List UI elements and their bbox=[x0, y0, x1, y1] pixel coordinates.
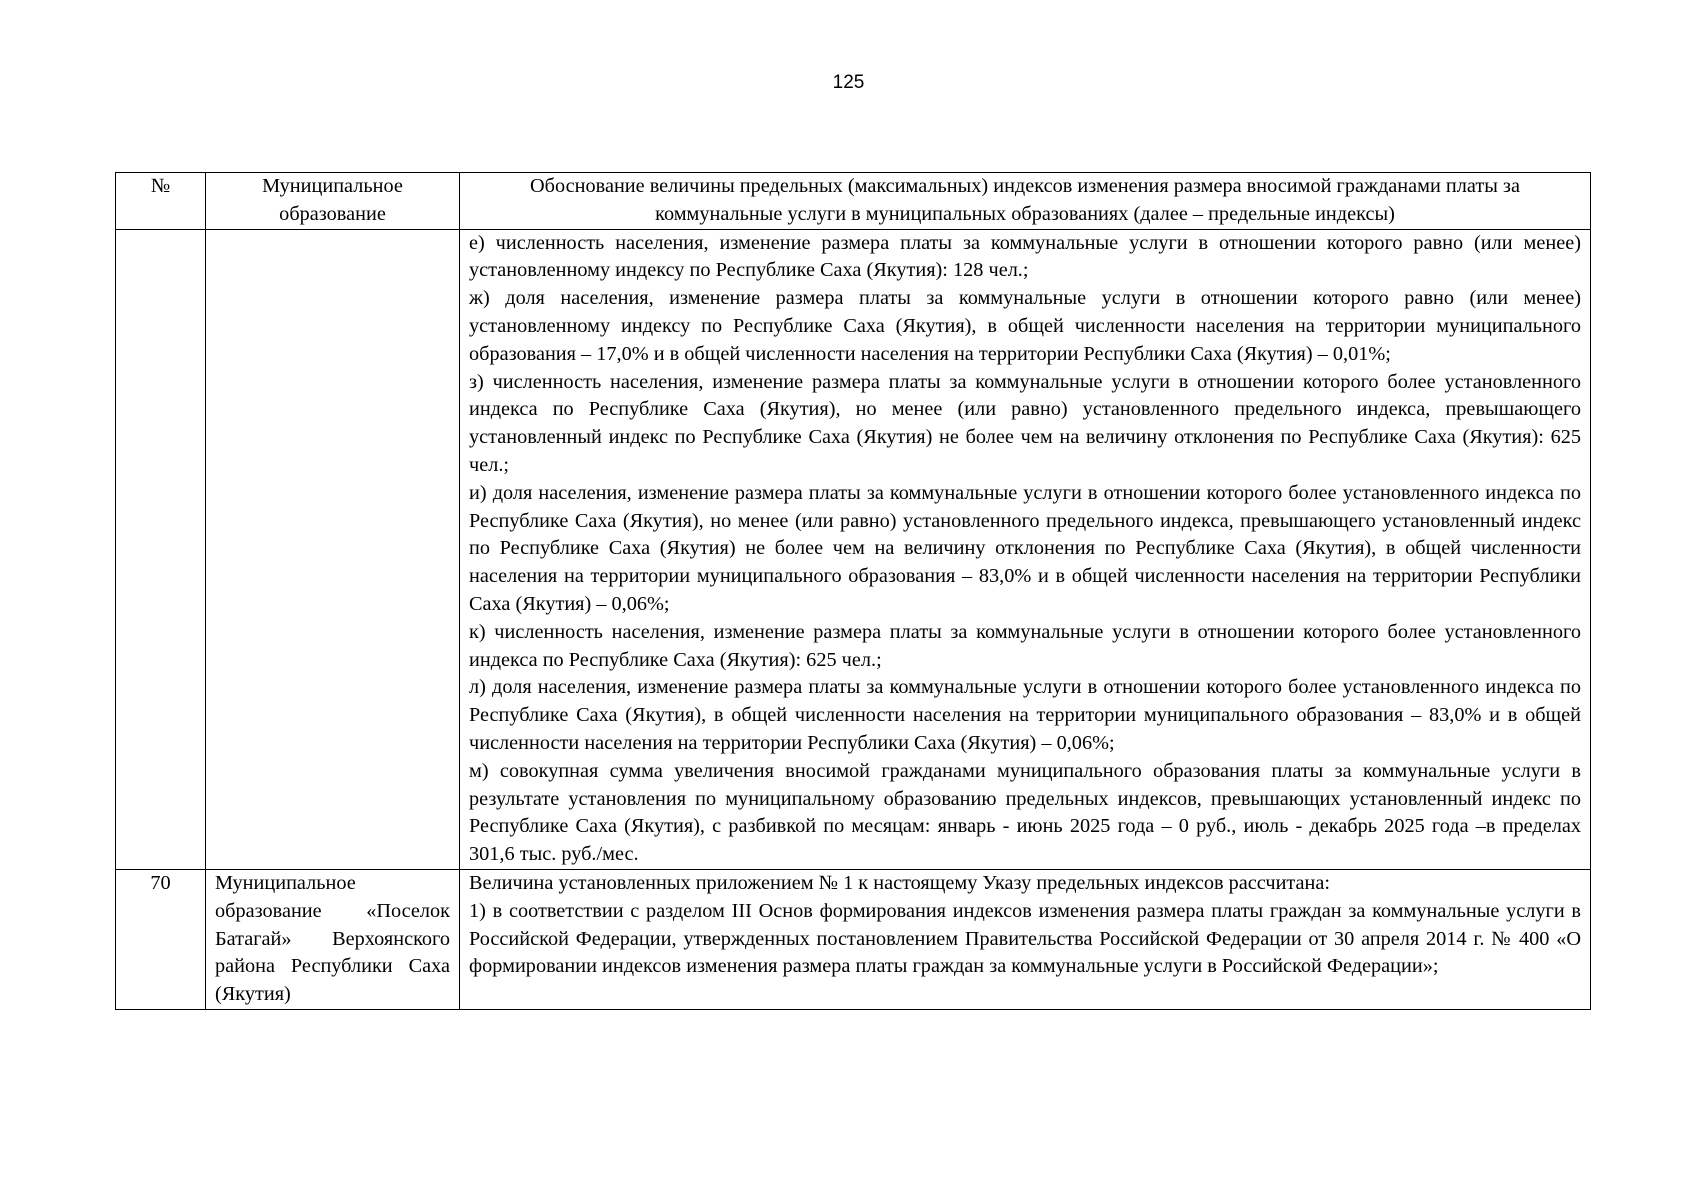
table-row bbox=[116, 869, 1591, 1009]
row-municipality bbox=[206, 229, 460, 869]
header-justification: Обоснование величины предельных (максимальных) индексов изменения размера вносимой гражданами платы за коммунальные услуги в муниципальных образованиях (далее – предельные индексы) bbox=[460, 173, 1591, 230]
header-municipality: Муниципальное образование bbox=[206, 173, 460, 230]
paragraph-zh: ж) доля населения, изменение размера платы за коммунальные услуги в отношении которого равно (или менее) установленному индексу по Республике Саха (Якутия), в общей численности населения на территории муниципального образования – 17,0% и в общей численности населения на территории Республики Саха (Якутия) – 0,01%; bbox=[469, 287, 1581, 365]
paragraph-k: к) численность населения, изменение размера платы за коммунальные услуги в отношении которого более установленного индекса по Республике Саха (Якутия): 625 чел.; bbox=[469, 620, 1581, 671]
table-row bbox=[116, 229, 1591, 869]
table-header-row bbox=[116, 173, 1591, 230]
paragraph-1: 1) в соответствии с разделом III Основ формирования индексов изменения размера платы граждан за коммунальные услуги в Российской Федерации, утвержденных постановлением Правительства Российской Федерации от 30 апреля 2014 г. № 400 «О формировании индексов изменения размера платы граждан за коммунальные услуги в Российской Федерации»; bbox=[469, 899, 1581, 978]
row-number bbox=[116, 229, 206, 869]
justification-table bbox=[115, 172, 1591, 1010]
paragraph-z: з) численность населения, изменение размера платы за коммунальные услуги в отношении которого более установленного индекса по Республике Саха (Якутия), но менее (или равно) установленного предельного индекса, превышающего установленный индекс по Республике Саха (Якутия) не более чем на величину отклонения по Республике Саха (Якутия): 625 чел.; bbox=[469, 370, 1581, 476]
paragraph-m: м) совокупная сумма увеличения вносимой гражданами муниципального образования платы за коммунальные услуги в результате установления по муниципальному образованию предельных индексов, превышающих установленный индекс по Республике Саха (Якутия), с разбивкой по месяцам: январь - июнь 2025 года – 0 руб., июль - декабрь 2025 года –в пределах 301,6 тыс. руб./мес. bbox=[469, 759, 1581, 866]
paragraph-i: и) доля населения, изменение размера платы за коммунальные услуги в отношении которого более установленного индекса по Республике Саха (Якутия), но менее (или равно) установленного предельного индекса, превышающего установленный индекс по Республике Саха (Якутия) не более чем на величину отклонения по Республике Саха (Якутия), в общей численности населения на территории муниципального образования – 83,0% и в общей численности населения на территории Республики Саха (Якутия) – 0,06%; bbox=[469, 481, 1581, 615]
paragraph-e: е) численность населения, изменение размера платы за коммунальные услуги в отношении которого равно (или менее) установленному индексу по Республике Саха (Якутия): 128 чел.; bbox=[469, 231, 1581, 282]
row-justification bbox=[460, 229, 1591, 869]
header-number: № bbox=[116, 173, 206, 230]
paragraph-l: л) доля населения, изменение размера платы за коммунальные услуги в отношении которого более установленного индекса по Республике Саха (Якутия), в общей численности населения на территории муниципального образования – 83,0% и в общей численности населения на территории Республики Саха (Якутия) – 0,06%; bbox=[469, 676, 1581, 754]
row-municipality: Муниципальное образование «Поселок Батагай» Верхоянского района Республики Саха (Якутия) bbox=[206, 869, 460, 1009]
row-justification bbox=[460, 869, 1591, 1009]
page-number: 125 bbox=[832, 72, 865, 93]
row-number: 70 bbox=[116, 869, 206, 1009]
paragraph-intro: Величина установленных приложением № 1 к настоящему Указу предельных индексов рассчитана: bbox=[469, 871, 1331, 894]
